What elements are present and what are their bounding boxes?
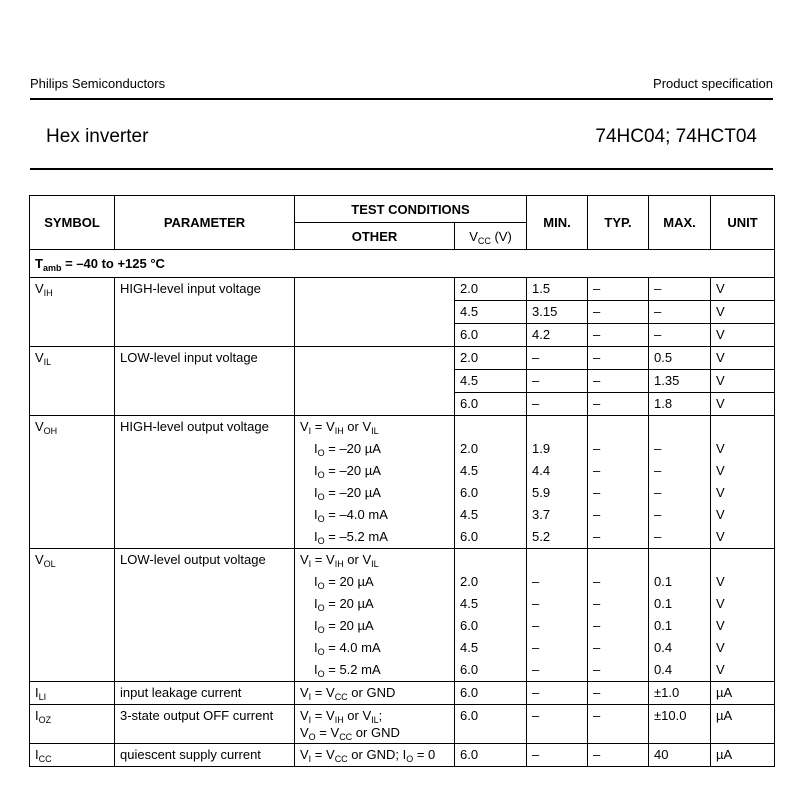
unit-value: µA <box>711 705 775 744</box>
typ-value: – <box>588 744 649 767</box>
symbol-cell: $I_{LI}$ <box>30 682 115 705</box>
vcc-value: 2.0 <box>455 347 527 370</box>
col-header-symbol: SYMBOL <box>30 196 115 250</box>
company-name: Philips Semiconductors <box>30 76 166 91</box>
symbol-cell: $V_{IL}$ <box>30 347 115 416</box>
max-value: – <box>649 324 711 347</box>
table-row <box>30 682 775 705</box>
min-value: – <box>527 393 588 416</box>
symbol-cell: $V_{OH}$ <box>30 416 115 549</box>
max-values: – – – – – <box>649 416 711 549</box>
col-header-min: MIN. <box>527 196 588 250</box>
col-header-unit: UNIT <box>711 196 775 250</box>
temperature-section-header: $T_{amb} = -40$ to +125 °C <box>30 250 775 278</box>
conditions-cell <box>295 278 455 347</box>
min-value: – <box>527 347 588 370</box>
conditions-cell: $V_I = V_{CC}$ or GND; $I_O = 0$ <box>295 744 455 767</box>
col-header-parameter: PARAMETER <box>115 196 295 250</box>
max-value: ±1.0 <box>649 682 711 705</box>
symbol-cell: $I_{OZ}$ <box>30 705 115 744</box>
table-row <box>30 416 775 549</box>
min-value: 3.15 <box>527 301 588 324</box>
vcc-value: 6.0 <box>455 324 527 347</box>
col-header-test-conditions: TEST CONDITIONS <box>295 196 527 223</box>
min-value: – <box>527 370 588 393</box>
max-value: 0.5 <box>649 347 711 370</box>
unit-value: µA <box>711 682 775 705</box>
unit-values: V V V V V <box>711 416 775 549</box>
typ-value: – <box>588 705 649 744</box>
col-header-other: OTHER <box>295 223 455 250</box>
col-header-max: MAX. <box>649 196 711 250</box>
conditions-cell: $V_I = V_{IH}$ or $V_{IL}$; $V_O = V_{CC}$ or GND <box>295 705 455 744</box>
unit-value: V <box>711 278 775 301</box>
typ-value: – <box>588 347 649 370</box>
min-values: 1.9 4.4 5.9 3.7 5.2 <box>527 416 588 549</box>
unit-value: V <box>711 393 775 416</box>
typ-value: – <box>588 682 649 705</box>
typ-values: – – – – – <box>588 549 649 682</box>
parameter-cell: HIGH-level input voltage <box>115 278 295 347</box>
parameter-cell: LOW-level input voltage <box>115 347 295 416</box>
vcc-value: 4.5 <box>455 370 527 393</box>
max-value: 1.8 <box>649 393 711 416</box>
symbol-cell: $V_{IH}$ <box>30 278 115 347</box>
table-row <box>30 549 775 682</box>
conditions-cell <box>295 347 455 416</box>
symbol-cell: $I_{CC}$ <box>30 744 115 767</box>
unit-value: V <box>711 301 775 324</box>
max-values: 0.1 0.1 0.1 0.4 0.4 <box>649 549 711 682</box>
table-row <box>30 705 775 744</box>
vcc-value: 6.0 <box>455 393 527 416</box>
parameter-cell: LOW-level output voltage <box>115 549 295 682</box>
min-value: 1.5 <box>527 278 588 301</box>
typ-value: – <box>588 393 649 416</box>
col-header-vcc: $V_{CC}$ (V) <box>455 223 527 250</box>
max-value: – <box>649 301 711 324</box>
dc-characteristics-table <box>29 195 775 767</box>
table-row <box>30 744 775 767</box>
max-value: 40 <box>649 744 711 767</box>
unit-value: V <box>711 324 775 347</box>
unit-value: µA <box>711 744 775 767</box>
vcc-value: 6.0 <box>455 744 527 767</box>
vcc-value: 2.0 <box>455 278 527 301</box>
max-value: – <box>649 278 711 301</box>
typ-values: – – – – – <box>588 416 649 549</box>
header-divider <box>30 98 773 100</box>
vcc-values: 2.0 4.5 6.0 4.5 6.0 <box>455 549 527 682</box>
col-header-typ: TYP. <box>588 196 649 250</box>
conditions-cell: $V_I = V_{IH}$ or $V_{IL}$ $I_O = -20$ µA $I_O = -20$ µA $I_O = -20$ µA $I_O = -4.0$ mA $I_O = -5.2$ mA <box>295 416 455 549</box>
vcc-value: 6.0 <box>455 705 527 744</box>
table-row <box>30 278 775 301</box>
title-divider <box>30 168 773 170</box>
min-value: 4.2 <box>527 324 588 347</box>
parameter-cell: quiescent supply current <box>115 744 295 767</box>
min-value: – <box>527 744 588 767</box>
max-value: ±10.0 <box>649 705 711 744</box>
max-value: 1.35 <box>649 370 711 393</box>
min-value: – <box>527 682 588 705</box>
typ-value: – <box>588 301 649 324</box>
part-numbers: 74HC04; 74HCT04 <box>595 126 757 147</box>
symbol-cell: $V_{OL}$ <box>30 549 115 682</box>
product-title: Hex inverter <box>46 126 149 147</box>
typ-value: – <box>588 324 649 347</box>
min-value: – <box>527 705 588 744</box>
vcc-value: 6.0 <box>455 682 527 705</box>
vcc-value: 4.5 <box>455 301 527 324</box>
parameter-cell: HIGH-level output voltage <box>115 416 295 549</box>
min-values: – – – – – <box>527 549 588 682</box>
table-row <box>30 347 775 370</box>
typ-value: – <box>588 370 649 393</box>
unit-values: V V V V V <box>711 549 775 682</box>
vcc-values: 2.0 4.5 6.0 4.5 6.0 <box>455 416 527 549</box>
typ-value: – <box>588 278 649 301</box>
document-type: Product specification <box>653 76 773 91</box>
parameter-cell: 3-state output OFF current <box>115 705 295 744</box>
conditions-cell: $V_I = V_{CC}$ or GND <box>295 682 455 705</box>
conditions-cell: $V_I = V_{IH}$ or $V_{IL}$ $I_O = 20$ µA $I_O = 20$ µA $I_O = 20$ µA $I_O = 4.0$ mA $I_O = 5.2$ mA <box>295 549 455 682</box>
unit-value: V <box>711 347 775 370</box>
unit-value: V <box>711 370 775 393</box>
parameter-cell: input leakage current <box>115 682 295 705</box>
